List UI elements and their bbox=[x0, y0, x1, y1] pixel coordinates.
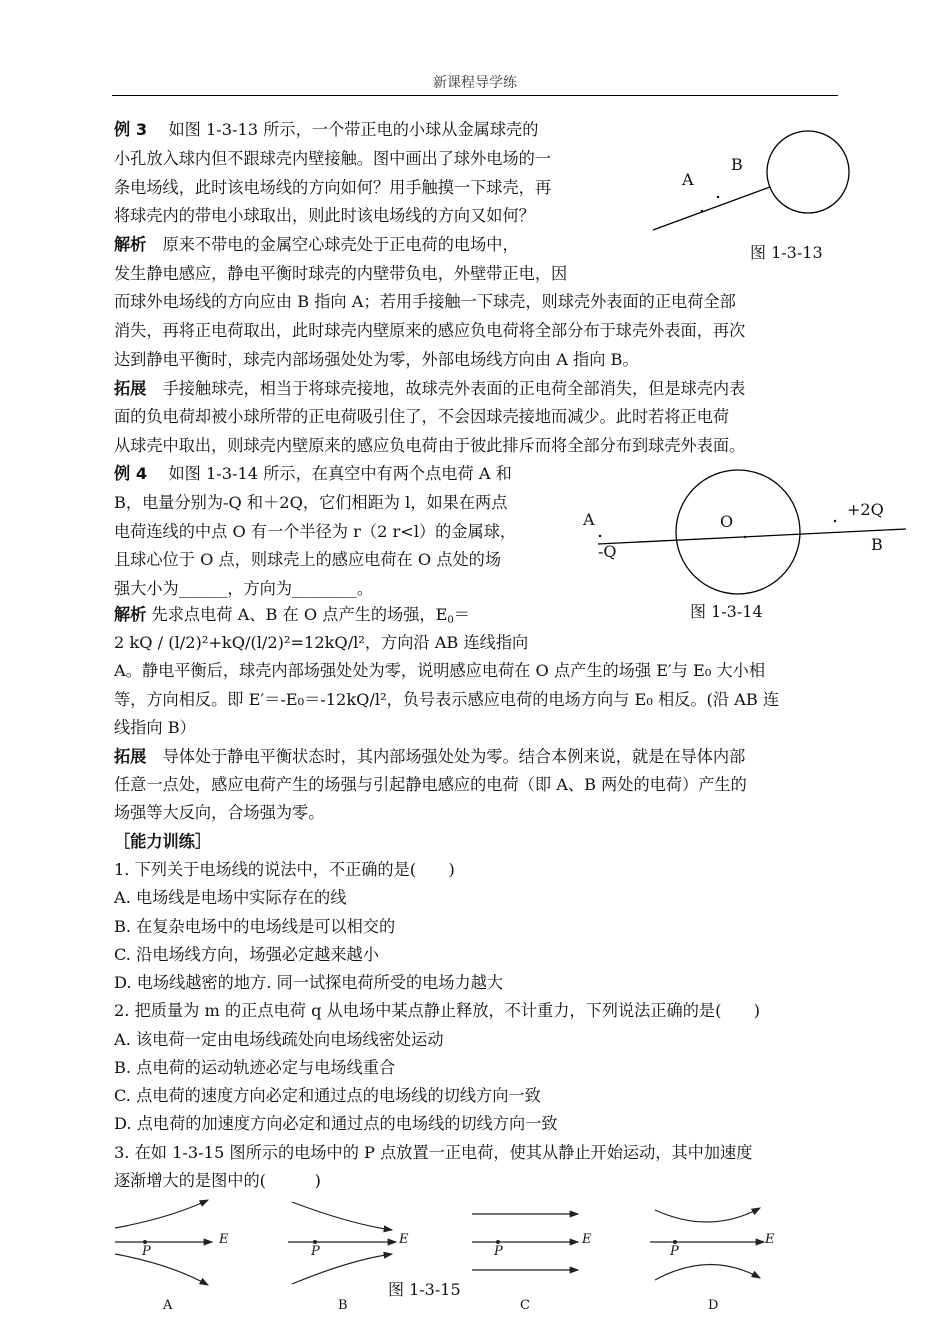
ex3-e1: 手接触球壳，相当于将球壳接地，故球壳外表面的正电荷全部消失，但是球壳内表 bbox=[162, 379, 746, 398]
fig15-opt-a: A bbox=[163, 1298, 173, 1313]
charge-a-point bbox=[599, 535, 601, 537]
fig14-label-2q: +2Q bbox=[847, 500, 884, 519]
ex4-sol-line-1 bbox=[114, 605, 470, 631]
ex4-q5b: ，方向为 bbox=[227, 579, 293, 598]
ex3-ext-tag: 拓展 bbox=[114, 379, 147, 398]
ex3-sol-line-1 bbox=[114, 235, 519, 255]
ex4-q1: 如图 1-3-14 所示，在真空中有两个点电荷 A 和 bbox=[168, 464, 512, 483]
field-diagram-c bbox=[472, 1214, 578, 1270]
fig15-opt-d: D bbox=[708, 1298, 719, 1313]
metal-shell-circle bbox=[767, 131, 849, 213]
question-1-option-a: A. 电场线是电场中实际存在的线 bbox=[114, 888, 347, 907]
ex4-line-3: 电荷连线的中点 O 有一个半径为 r（2 r<l）的金属球， bbox=[114, 522, 517, 541]
ex4-sol-line-4: 等，方向相反。即 E′＝-E₀＝-12kQ/l²，负号表示感应电荷的电场方向与 E₀ 相反。(沿 AB 连 bbox=[114, 690, 780, 709]
question-1-option-d: D. 电场线越密的地方. 同一试探电荷所受的电场力越大 bbox=[114, 973, 504, 992]
question-3-line-2: 逐渐增大的是图中的( ) bbox=[114, 1171, 321, 1190]
question-1: 1. 下列关于电场线的说法中，不正确的是( ) bbox=[114, 860, 455, 879]
ex4-sol-tag: 解析 bbox=[114, 605, 147, 624]
question-2-option-a: A. 该电荷一定由电场线疏处向电场线密处运动 bbox=[114, 1030, 444, 1049]
ex4-ext-line-3: 场强等大反向，合场强为零。 bbox=[114, 803, 325, 822]
ex3-q1: 如图 1-3-13 所示，一个带正电的小球从金属球壳的 bbox=[168, 120, 539, 139]
field-line bbox=[653, 187, 770, 230]
ex4-q5end: 。 bbox=[356, 579, 373, 598]
answer-blank-2[interactable]: ________ bbox=[292, 579, 357, 598]
point-a bbox=[701, 210, 703, 212]
ex3-ext-line-3: 从球壳中取出，则球壳内壁原来的感应负电荷由于彼此排斥而将全部分布到球壳外表面。 bbox=[114, 436, 746, 455]
answer-blank-1[interactable]: ______ bbox=[178, 579, 228, 598]
ex3-sol-line-2: 发生静电感应，静电平衡时球壳的内壁带负电，外壁带正电，因 bbox=[114, 264, 568, 283]
ex4-s1: 先求点电荷 A、B 在 O 点产生的场强，E bbox=[151, 605, 448, 624]
ex4-line-1 bbox=[114, 464, 512, 484]
fig13-label-b: B bbox=[731, 155, 743, 174]
fig13-label-a: A bbox=[682, 170, 694, 189]
ex3-ext-line-2: 面的负电荷却被小球所带的正电荷吸引住了，不会因球壳接地而减少。此时若将正电荷 bbox=[114, 407, 730, 426]
charge-b-point bbox=[834, 520, 836, 522]
ex4-e1: 导体处于静电平衡状态时，其内部场强处处为零。结合本例来说，就是在导体内部 bbox=[162, 747, 746, 766]
training-title: ［能力训练］ bbox=[114, 832, 212, 851]
ex4-sol-line-5: 线指向 B） bbox=[114, 718, 196, 737]
ex3-ext-line-1 bbox=[114, 379, 745, 399]
header-rule bbox=[112, 95, 838, 96]
field-diagram-a bbox=[115, 1200, 212, 1285]
ab-line bbox=[598, 529, 906, 544]
fig14-label-o: O bbox=[720, 512, 734, 531]
fig13-caption: 图 1-3-13 bbox=[750, 243, 823, 262]
center-o-point bbox=[744, 536, 746, 538]
ex4-ext-tag: 拓展 bbox=[114, 747, 147, 766]
ex4-ext-line-2: 任意一点处，感应电荷产生的场强与引起静电感应的电荷（即 A、B 两处的电荷）产生的 bbox=[114, 775, 747, 794]
question-2: 2. 把质量为 m 的正点电荷 q 从电场中某点静止释放，不计重力，下列说法正确的是( ) bbox=[114, 1001, 761, 1020]
ex3-sol-tag: 解析 bbox=[114, 235, 147, 254]
ex4-sol-line-2: 2 kQ / (l/2)²+kQ/(l/2)²=12kQ/l²，方向沿 AB 连线指向 bbox=[114, 633, 529, 652]
ex4-line-2: B，电量分别为-Q 和＋2Q，它们相距为 l，如果在两点 bbox=[114, 493, 508, 512]
ex3-sol-line-3: 而球外电场线的方向应由 B 指向 A；若用手接触一下球壳，则球壳外表面的正电荷全部 bbox=[114, 292, 736, 311]
ex3-line-3: 条电场线，此时该电场线的方向如何？用手触摸一下球壳，再 bbox=[114, 178, 552, 197]
fig14-label-a: A bbox=[583, 510, 595, 529]
fig15-e-a: E bbox=[219, 1232, 229, 1247]
question-2-option-b: B. 点电荷的运动轨迹必定与电场线重合 bbox=[114, 1058, 396, 1077]
ex4-line-5 bbox=[114, 579, 373, 599]
fig14-caption: 图 1-3-14 bbox=[690, 602, 763, 621]
fig15-caption: 图 1-3-15 bbox=[388, 1280, 461, 1299]
fig15-p-d: P bbox=[670, 1244, 679, 1259]
fig14-label-q: -Q bbox=[598, 542, 617, 561]
field-diagram-b bbox=[288, 1202, 396, 1284]
fig15-e-d: E bbox=[765, 1232, 775, 1247]
question-1-option-b: B. 在复杂电场中的电场线是可以相交的 bbox=[114, 917, 396, 936]
fig15-p-b: P bbox=[311, 1244, 320, 1259]
metal-sphere-circle bbox=[676, 470, 800, 594]
ex4-s1-sub: 0 bbox=[447, 615, 454, 626]
ex4-sol-line-3: A。静电平衡后，球壳内部场强处处为零，说明感应电荷在 O 点产生的场强 E′与 E₀ 大小相 bbox=[114, 661, 766, 680]
question-2-option-d: D. 点电荷的加速度方向必定和通过点的电场线的切线方向一致 bbox=[114, 1114, 558, 1133]
fig15-p-a: P bbox=[142, 1244, 151, 1259]
fig15-p-c: P bbox=[494, 1244, 503, 1259]
page-header: 新课程导学练 bbox=[433, 75, 517, 91]
figure-1-3-15 bbox=[100, 1190, 800, 1330]
ex4-line-4: 且球心位于 O 点，则球壳上的感应电荷在 O 点处的场 bbox=[114, 550, 502, 569]
ex3-s1: 原来不带电的金属空心球壳处于正电荷的电场中， bbox=[162, 235, 519, 254]
question-3-line-1: 3. 在如 1-3-15 图所示的电场中的 P 点放置一正电荷，使其从静止开始运动，其中加速度 bbox=[114, 1143, 753, 1162]
question-2-option-c: C. 点电荷的速度方向必定和通过点的电场线的切线方向一致 bbox=[114, 1086, 541, 1105]
ex3-tag: 例 3 bbox=[114, 120, 148, 139]
ex3-line-2: 小孔放入球内但不跟球壳内壁接触。图中画出了球外电场的一 bbox=[114, 149, 552, 168]
fig14-label-b: B bbox=[871, 535, 883, 554]
fig15-opt-b: B bbox=[338, 1298, 348, 1313]
point-b bbox=[717, 196, 719, 198]
fig15-opt-c: C bbox=[520, 1298, 530, 1313]
ex4-s1-end: ＝ bbox=[453, 605, 470, 624]
ex3-sol-line-4: 消失，再将正电荷取出，此时球壳内壁原来的感应负电荷将全部分布于球壳外表面，再次 bbox=[114, 321, 746, 340]
ex4-q5a: 强大小为 bbox=[114, 579, 179, 598]
ex3-line-1 bbox=[114, 120, 538, 140]
field-diagram-d bbox=[650, 1208, 764, 1280]
ex3-line-4: 将球壳内的带电小球取出，则此时该电场线的方向又如何？ bbox=[114, 206, 535, 225]
fig15-e-b: E bbox=[399, 1232, 409, 1247]
fig15-e-c: E bbox=[582, 1232, 592, 1247]
question-1-option-c: C. 沿电场线方向，场强必定越来越小 bbox=[114, 945, 379, 964]
ex4-tag: 例 4 bbox=[114, 464, 148, 483]
ex3-sol-line-5: 达到静电平衡时，球壳内部场强处处为零，外部电场线方向由 A 指向 B。 bbox=[114, 350, 639, 369]
ex4-ext-line-1 bbox=[114, 747, 745, 767]
